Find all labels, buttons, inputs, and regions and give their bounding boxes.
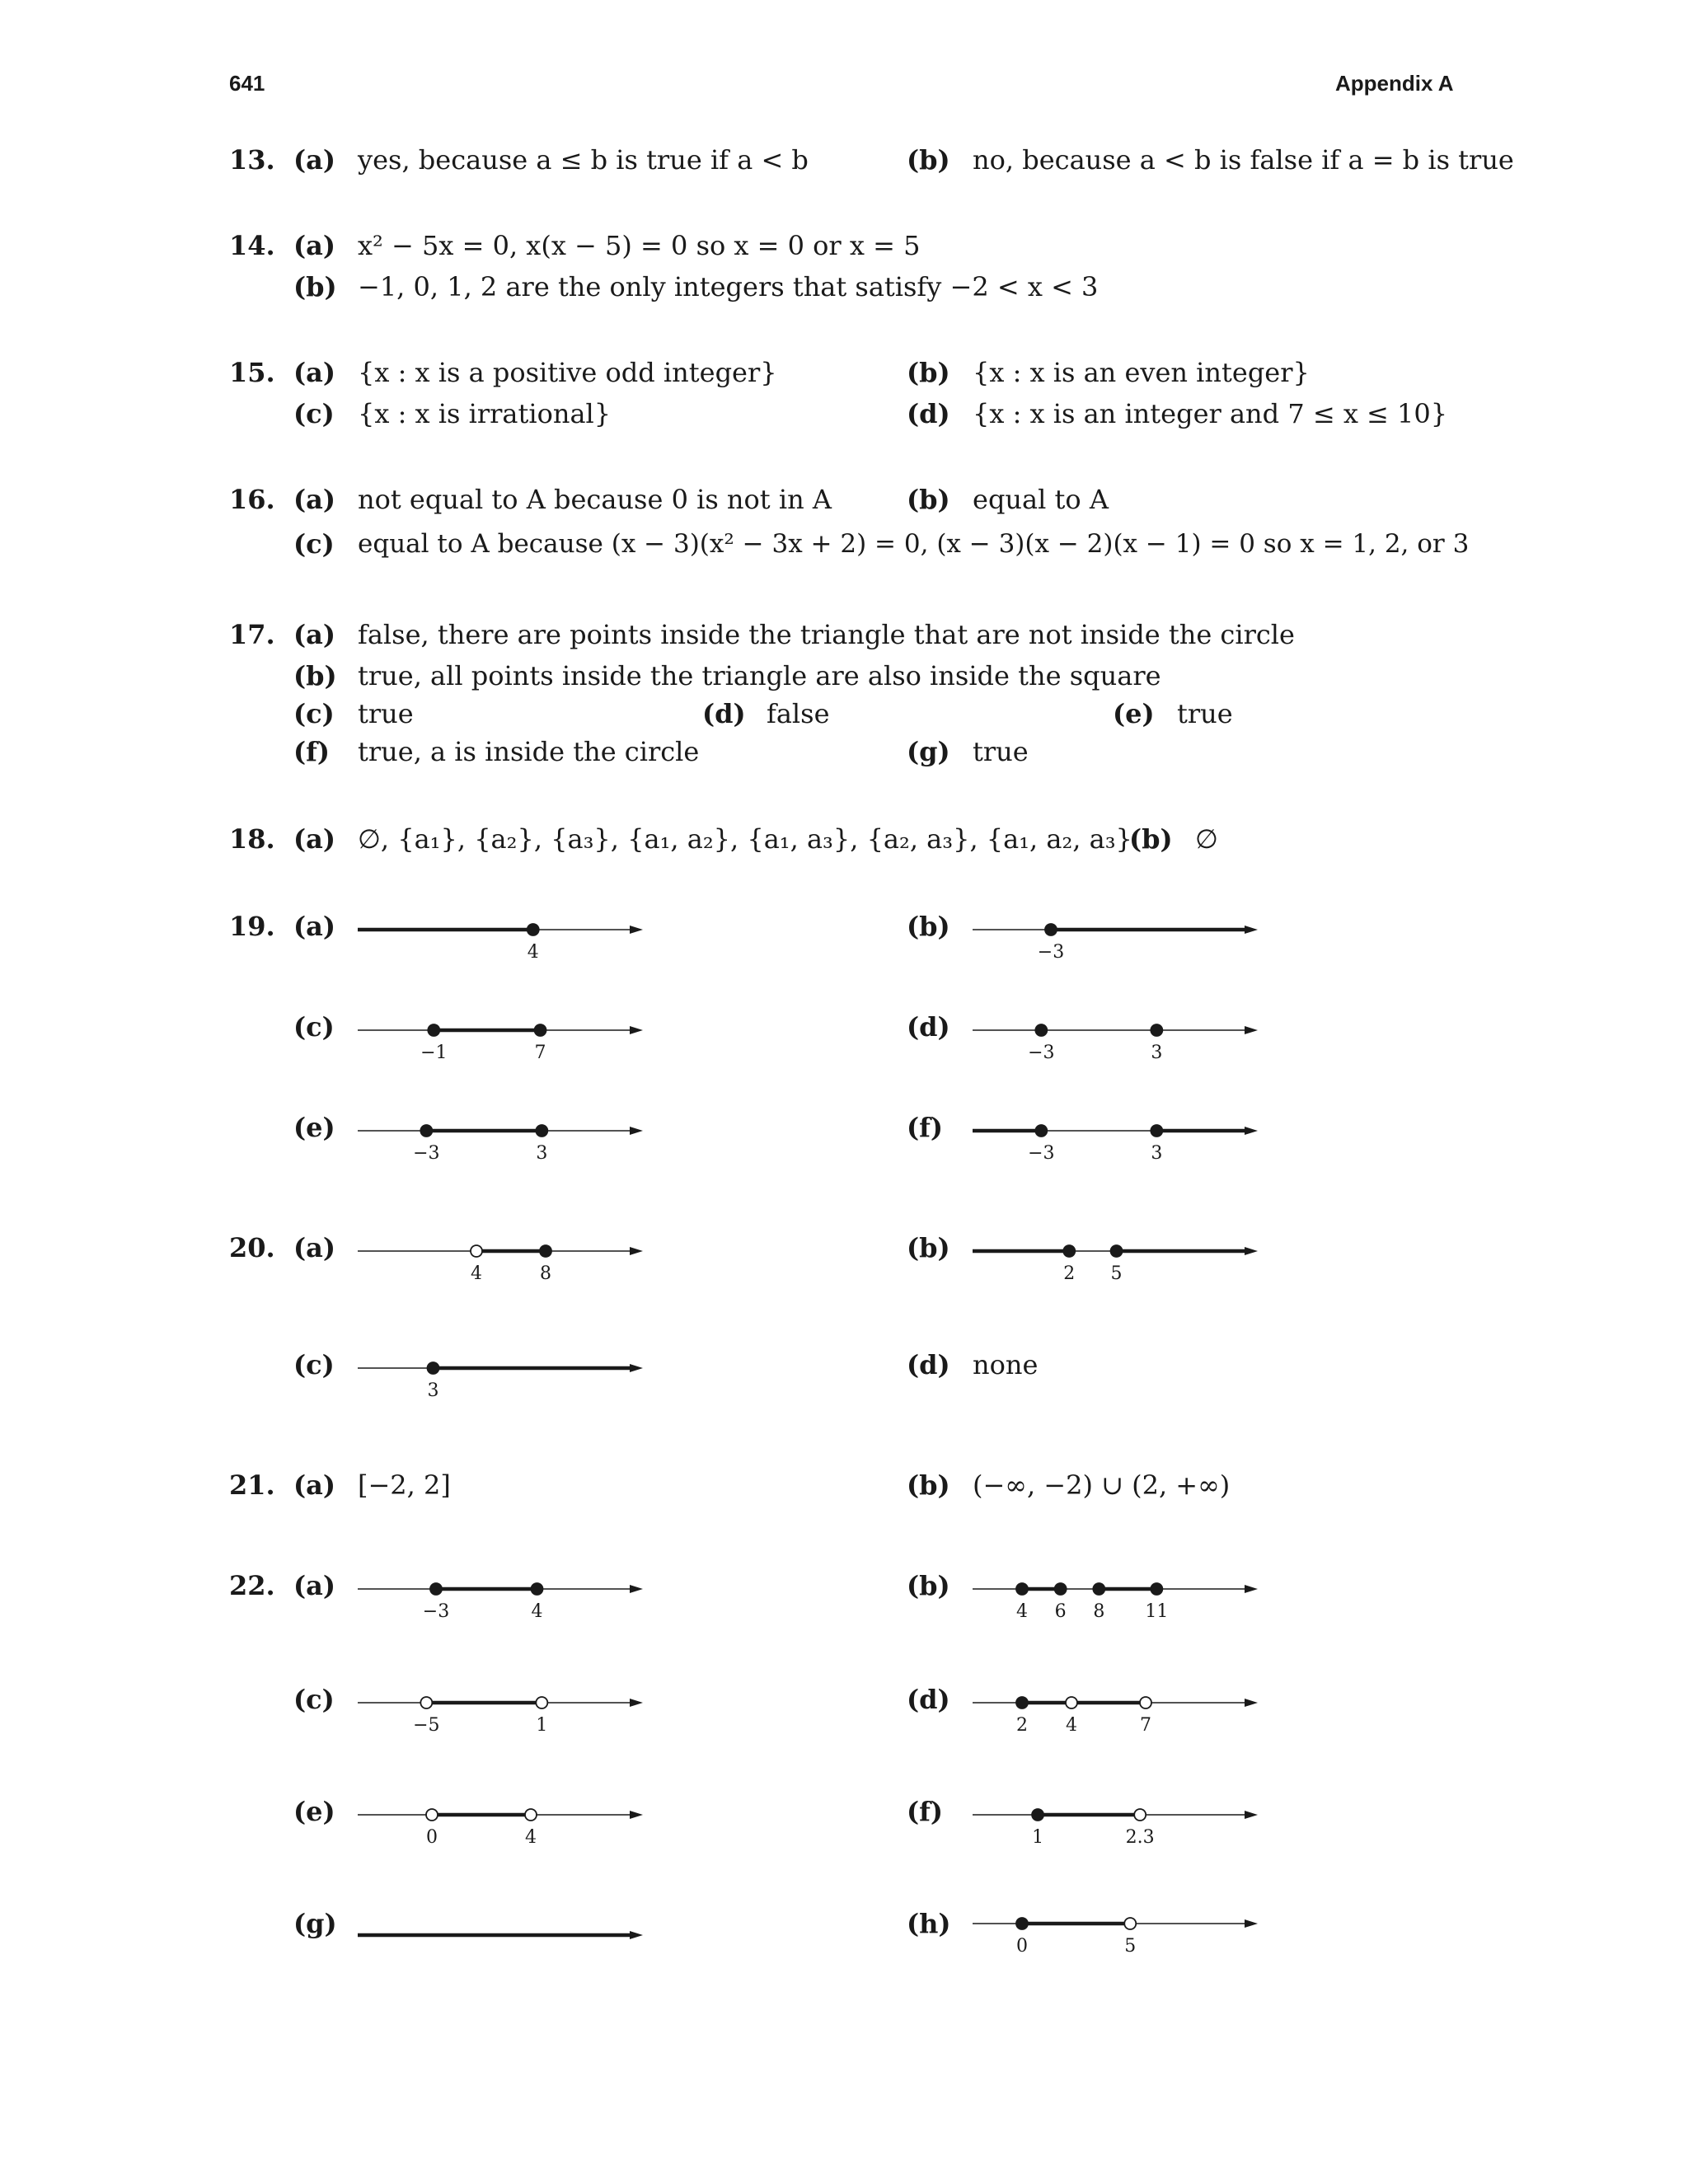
closed-endpoint: [1151, 1583, 1162, 1595]
closed-endpoint: [1151, 1125, 1162, 1137]
closed-endpoint: [1016, 1697, 1028, 1708]
problem-17cde: [0, 697, 1688, 730]
problem-15cd: [0, 397, 1688, 430]
number-line-19e: [358, 1116, 654, 1165]
problem-number: 15.: [229, 357, 275, 388]
part-label: (a): [293, 1232, 336, 1263]
part-text: equal to A: [973, 484, 1109, 515]
number-line-19a: [358, 915, 654, 964]
part-text: true: [358, 698, 414, 729]
part-label: (a): [293, 619, 336, 650]
tick-label: 8: [1093, 1601, 1105, 1622]
tick-label: 0: [426, 1827, 438, 1848]
part-label: (b): [907, 1570, 950, 1601]
problem-number: 13.: [229, 144, 275, 176]
tick-label: −3: [1028, 1143, 1055, 1164]
problem-17a: [0, 618, 1688, 651]
part-text: ∅, {a₁}, {a₂}, {a₃}, {a₁, a₂}, {a₁, a₃}, {a₂, a₃}, {a₁, a₂, a₃}: [358, 823, 1132, 855]
tick-label: 8: [540, 1263, 551, 1284]
part-text: {x : x is irrational}: [358, 398, 612, 429]
closed-endpoint: [528, 924, 539, 935]
problem-20-row2: [0, 1348, 1688, 1381]
tick-label: −1: [420, 1043, 448, 1063]
part-text: [−2, 2]: [358, 1469, 451, 1501]
open-endpoint: [1134, 1809, 1146, 1821]
part-text: not equal to A because 0 is not in A: [358, 484, 832, 515]
part-label: (d): [907, 1011, 950, 1043]
closed-endpoint: [1035, 1024, 1047, 1036]
number-line-19d: [973, 1015, 1269, 1065]
closed-endpoint: [428, 1024, 439, 1036]
closed-endpoint: [420, 1125, 432, 1137]
tick-label: 2: [1063, 1263, 1076, 1284]
tick-label: −5: [413, 1715, 440, 1736]
part-label: (d): [907, 1349, 950, 1380]
number-line-20c: [358, 1353, 654, 1403]
tick-label: 11: [1145, 1601, 1169, 1622]
part-label: (b): [293, 271, 337, 302]
number-line-22c: [358, 1688, 654, 1737]
problem-22-row4: [0, 1907, 1688, 1940]
open-endpoint: [1124, 1918, 1136, 1929]
problem-14b: [0, 270, 1688, 303]
problem-number: 17.: [229, 619, 275, 650]
part-label: (h): [907, 1908, 951, 1939]
part-text: true, a is inside the circle: [358, 736, 700, 767]
part-label: (b): [907, 144, 950, 176]
closed-endpoint: [1111, 1245, 1123, 1257]
arrow-head: [1245, 1585, 1258, 1593]
open-endpoint: [536, 1697, 547, 1708]
open-endpoint: [1066, 1697, 1077, 1708]
tick-label: 3: [427, 1380, 439, 1401]
part-label: (a): [293, 1469, 336, 1501]
number-line-22h: [973, 1909, 1269, 1958]
part-label: (b): [907, 1469, 950, 1501]
arrow-head: [1245, 1699, 1258, 1707]
page-number: 641: [229, 71, 265, 96]
closed-endpoint: [1093, 1583, 1104, 1595]
tick-label: 3: [1151, 1143, 1163, 1164]
part-label: (b): [907, 1232, 950, 1263]
number-line-19b: [973, 915, 1269, 964]
part-label: (b): [907, 911, 950, 942]
part-label: (c): [293, 1684, 335, 1715]
part-text: false, there are points inside the triangle that are not inside the circle: [358, 619, 1295, 650]
part-text: false: [767, 698, 830, 729]
tick-label: 7: [534, 1043, 546, 1063]
open-endpoint: [525, 1809, 537, 1821]
part-text: x² − 5x = 0, x(x − 5) = 0 so x = 0 or x = 5: [358, 230, 921, 261]
number-line-20a: [358, 1236, 654, 1286]
part-label: (e): [293, 1796, 335, 1827]
problem-number: 20.: [229, 1232, 275, 1263]
open-endpoint: [471, 1245, 482, 1257]
problem-16c: [0, 527, 1688, 560]
tick-label: −3: [413, 1143, 440, 1164]
tick-label: 6: [1054, 1601, 1067, 1622]
number-line-19c: [358, 1015, 654, 1065]
part-label: (a): [293, 144, 336, 176]
tick-label: 5: [1124, 1936, 1137, 1957]
part-text: true: [1177, 698, 1233, 729]
problem-20-row1: [0, 1231, 1688, 1264]
appendix-title: Appendix A: [1335, 71, 1454, 96]
closed-endpoint: [1063, 1245, 1075, 1257]
problem-number: 22.: [229, 1570, 275, 1601]
tick-label: 5: [1110, 1263, 1123, 1284]
tick-label: 1: [1032, 1827, 1044, 1848]
arrow-head: [630, 1026, 643, 1034]
tick-label: 1: [536, 1715, 548, 1736]
arrow-head: [630, 1811, 643, 1819]
part-label: (f): [907, 1112, 944, 1143]
part-label: (b): [293, 660, 337, 691]
problem-22-row1: [0, 1569, 1688, 1602]
closed-endpoint: [532, 1583, 543, 1595]
closed-endpoint: [536, 1125, 547, 1137]
problem-number: 19.: [229, 911, 275, 942]
part-text: {x : x is an integer and 7 ≤ x ≤ 10}: [973, 398, 1448, 429]
part-label: (c): [293, 1349, 335, 1380]
part-label: (a): [293, 823, 336, 855]
arrow-head: [630, 1699, 643, 1707]
part-label: (b): [1129, 823, 1173, 855]
problem-19-row1: [0, 910, 1688, 943]
closed-endpoint: [428, 1362, 439, 1374]
problem-14a: [0, 229, 1688, 262]
tick-label: 2: [1016, 1715, 1028, 1736]
problem-number: 14.: [229, 230, 275, 261]
arrow-head: [630, 926, 643, 934]
number-line-19f: [973, 1116, 1269, 1165]
part-text: none: [973, 1349, 1039, 1380]
part-label: (d): [907, 1684, 950, 1715]
arrow-head: [630, 1127, 643, 1135]
part-label: (d): [702, 698, 746, 729]
tick-label: −3: [422, 1601, 450, 1622]
problem-13: [0, 143, 1688, 176]
part-text: −1, 0, 1, 2 are the only integers that satisfy −2 < x < 3: [358, 271, 1099, 302]
part-label: (e): [1113, 698, 1155, 729]
problem-number: 18.: [229, 823, 275, 855]
tick-label: 2.3: [1125, 1827, 1155, 1848]
part-label: (f): [907, 1796, 944, 1827]
part-label: (c): [293, 528, 335, 560]
closed-endpoint: [1055, 1583, 1067, 1595]
part-label: (a): [293, 1570, 336, 1601]
closed-endpoint: [535, 1024, 546, 1036]
part-label: (g): [293, 1908, 337, 1939]
tick-label: 4: [525, 1827, 537, 1848]
closed-endpoint: [1035, 1125, 1047, 1137]
arrow-head: [1245, 1919, 1258, 1928]
part-label: (f): [293, 736, 331, 767]
number-line-22g: [358, 1920, 654, 1970]
problem-15ab: [0, 356, 1688, 389]
problem-number: 16.: [229, 484, 275, 515]
tick-label: −3: [1028, 1043, 1055, 1063]
problem-22-row2: [0, 1683, 1688, 1716]
tick-label: 7: [1140, 1715, 1151, 1736]
part-text: true: [973, 736, 1029, 767]
part-label: (d): [907, 398, 950, 429]
closed-endpoint: [1032, 1809, 1043, 1821]
part-label: (a): [293, 484, 336, 515]
part-text: no, because a < b is false if a = b is true: [973, 144, 1514, 176]
part-text: ∅: [1195, 823, 1218, 855]
problem-19-row2: [0, 1010, 1688, 1043]
number-line-22b: [973, 1574, 1269, 1624]
arrow-head: [1245, 1811, 1258, 1819]
tick-label: 4: [531, 1601, 543, 1622]
part-label: (e): [293, 1112, 335, 1143]
part-label: (a): [293, 230, 336, 261]
problem-18: [0, 823, 1688, 855]
tick-label: −3: [1037, 942, 1065, 963]
open-endpoint: [420, 1697, 432, 1708]
number-line-22a: [358, 1574, 654, 1624]
problem-number: 21.: [229, 1469, 275, 1501]
closed-endpoint: [1016, 1918, 1028, 1929]
part-text: (−∞, −2) ∪ (2, +∞): [973, 1469, 1231, 1501]
part-label: (b): [907, 357, 950, 388]
tick-label: 4: [1066, 1715, 1077, 1736]
closed-endpoint: [1016, 1583, 1028, 1595]
part-label: (c): [293, 698, 335, 729]
part-text: yes, because a ≤ b is true if a < b: [358, 144, 809, 176]
part-label: (c): [293, 1011, 335, 1043]
closed-endpoint: [430, 1583, 442, 1595]
arrow-head: [630, 1247, 643, 1255]
problem-17fg: [0, 735, 1688, 768]
part-text: equal to A because (x − 3)(x² − 3x + 2) = 0, (x − 3)(x − 2)(x − 1) = 0 so x = 1, 2, or 3: [358, 529, 1470, 559]
closed-endpoint: [1045, 924, 1057, 935]
closed-endpoint: [540, 1245, 551, 1257]
part-label: (a): [293, 911, 336, 942]
number-line-22f: [973, 1800, 1269, 1849]
part-label: (g): [907, 736, 950, 767]
part-label: (b): [907, 484, 950, 515]
tick-label: 0: [1016, 1936, 1028, 1957]
part-text: true, all points inside the triangle are also inside the square: [358, 660, 1161, 691]
open-endpoint: [426, 1809, 438, 1821]
tick-label: 3: [1151, 1043, 1163, 1063]
tick-label: 4: [471, 1263, 482, 1284]
tick-label: 3: [536, 1143, 548, 1164]
closed-endpoint: [1151, 1024, 1162, 1036]
tick-label: 4: [527, 942, 539, 963]
tick-label: 4: [1016, 1601, 1028, 1622]
part-text: {x : x is a positive odd integer}: [358, 357, 777, 388]
problem-22-row3: [0, 1795, 1688, 1828]
problem-19-row3: [0, 1111, 1688, 1144]
part-label: (a): [293, 357, 336, 388]
number-line-22e: [358, 1800, 654, 1849]
problem-17b: [0, 659, 1688, 692]
number-line-22d: [973, 1688, 1269, 1737]
part-label: (c): [293, 398, 335, 429]
open-endpoint: [1140, 1697, 1151, 1708]
arrow-head: [1245, 1026, 1258, 1034]
problem-21: [0, 1469, 1688, 1502]
number-line-20b: [973, 1236, 1269, 1286]
part-text: {x : x is an even integer}: [973, 357, 1310, 388]
problem-16ab: [0, 483, 1688, 516]
arrow-head: [630, 1585, 643, 1593]
